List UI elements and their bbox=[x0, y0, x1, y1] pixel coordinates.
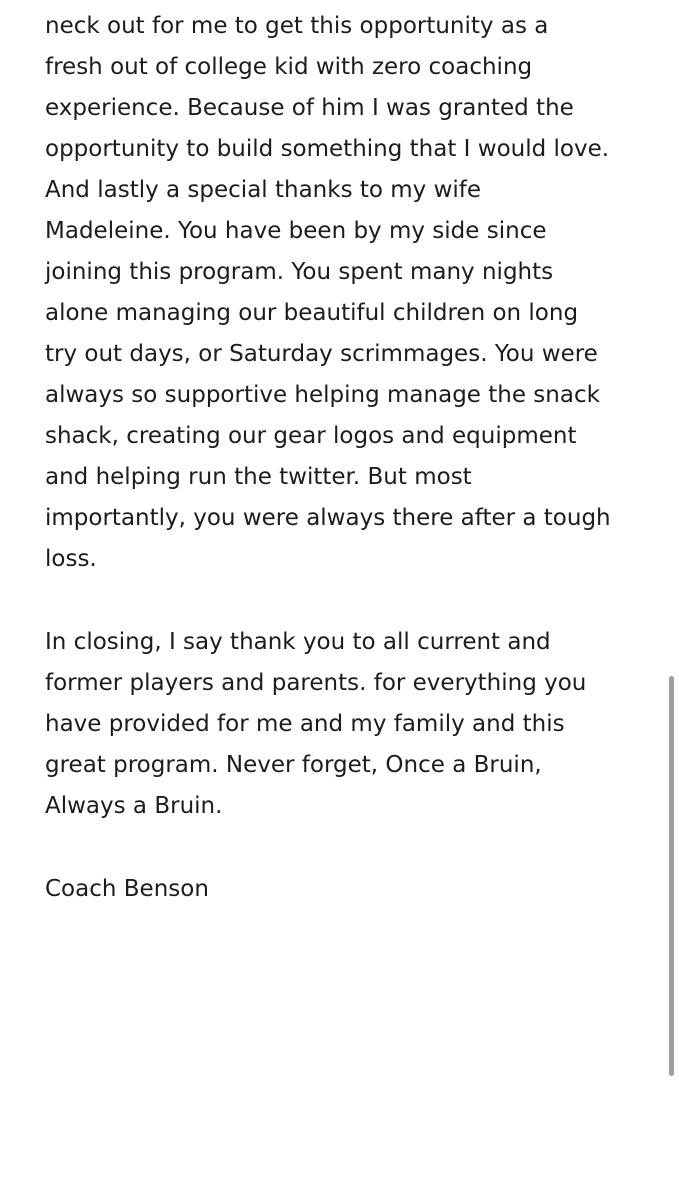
note-line: try out days, or Saturday scrimmages. You were bbox=[45, 341, 598, 367]
note-line: neck out for me to get this opportunity as a bbox=[45, 13, 549, 39]
note-line: great program. Never forget, Once a Bruin, bbox=[45, 752, 542, 778]
note-line: alone managing our beautiful children on long bbox=[45, 300, 579, 326]
note-line: Madeleine. You have been by my side since bbox=[45, 218, 547, 244]
note-line: and helping run the twitter. But most bbox=[45, 464, 472, 490]
note-line: fresh out of college kid with zero coaching bbox=[45, 54, 533, 80]
note-line: always so supportive helping manage the snack bbox=[45, 382, 600, 408]
note-line: have provided for me and my family and this bbox=[45, 711, 565, 737]
note-line: shack, creating our gear logos and equipment bbox=[45, 423, 577, 449]
note-line: In closing, I say thank you to all current and bbox=[45, 629, 551, 655]
note-line: And lastly a special thanks to my wife bbox=[45, 177, 482, 203]
vertical-scrollbar[interactable] bbox=[669, 676, 674, 1076]
note-line: joining this program. You spent many nights bbox=[45, 259, 554, 285]
note-line: opportunity to build something that I would love. bbox=[45, 136, 610, 162]
note-line: loss. bbox=[45, 546, 97, 572]
note-line: experience. Because of him I was granted the bbox=[45, 95, 574, 121]
note-line: former players and parents. for everything you bbox=[45, 670, 587, 696]
note-signature: Coach Benson bbox=[45, 876, 209, 902]
note-line: Always a Bruin. bbox=[45, 793, 223, 819]
note-line: importantly, you were always there after a tough bbox=[45, 505, 611, 531]
